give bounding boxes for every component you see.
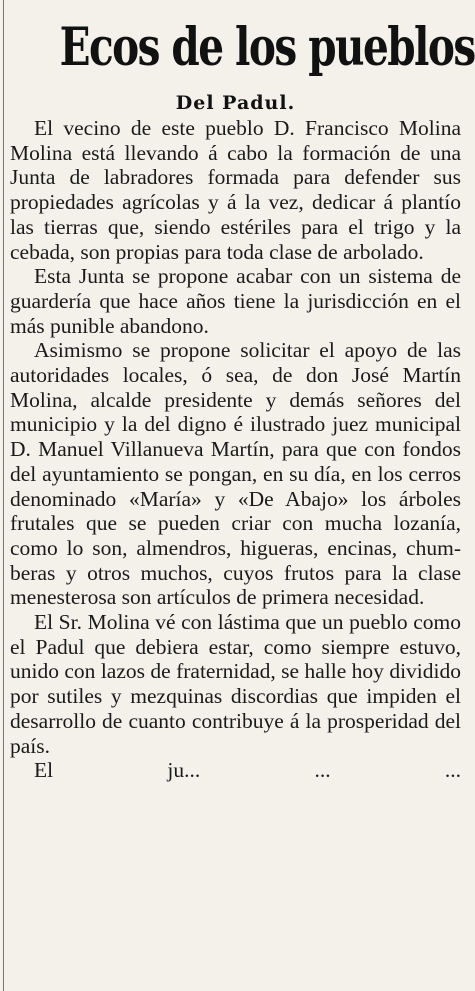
headline: Ecos de los pueblos <box>59 17 475 78</box>
paragraph-3: Asimismo se propone solicitar el apoyo de las autoridades locales, ó sea, de don José Martín Molina, alcalde presidente y demás señores del municipio y la del digno é ilustrado juez municipal D. Manuel Villanueva Martín, para que con fondos del ayuntamiento se pongan, en su día, en los cerros denominado «María» y «De Abajo» los árboles frutales que se pueden criar con mucha lozanía, como lo son, almendros, higueras, encinas, chumberas y otros muchos, cuyos frutos para la clase menesterosa son artículos de primera necesidad. <box>10 338 461 610</box>
subhead: Del Padul. <box>175 92 296 114</box>
paragraph-1: El vecino de este pueblo D. Francisco Molina Molina está llevando á cabo la formación de una Junta de labradores formada para defender sus propiedades agrícolas y á la vez, dedicar á plantío las tierras que, siendo estériles para el trigo y la cebada, son propias para toda clase de arbolado. <box>10 116 461 264</box>
article-body <box>10 116 461 783</box>
paragraph-4: El Sr. Molina vé con lástima que un pueblo como el Padul que debiera estar, como siempre estuvo, unido con lazos de fraternidad, se halle hoy dividido por sutiles y mezquinas discordias que impiden el desarrollo de cuanto contribuye á la prosperidad del país. <box>10 610 461 758</box>
paragraph-5-cut: El ju... ... ... <box>34 758 461 783</box>
paragraph-2: Esta Junta se propone acabar con un sistema de guardería que hace años tiene la jurisdicción en el más punible abandono. <box>10 264 461 338</box>
